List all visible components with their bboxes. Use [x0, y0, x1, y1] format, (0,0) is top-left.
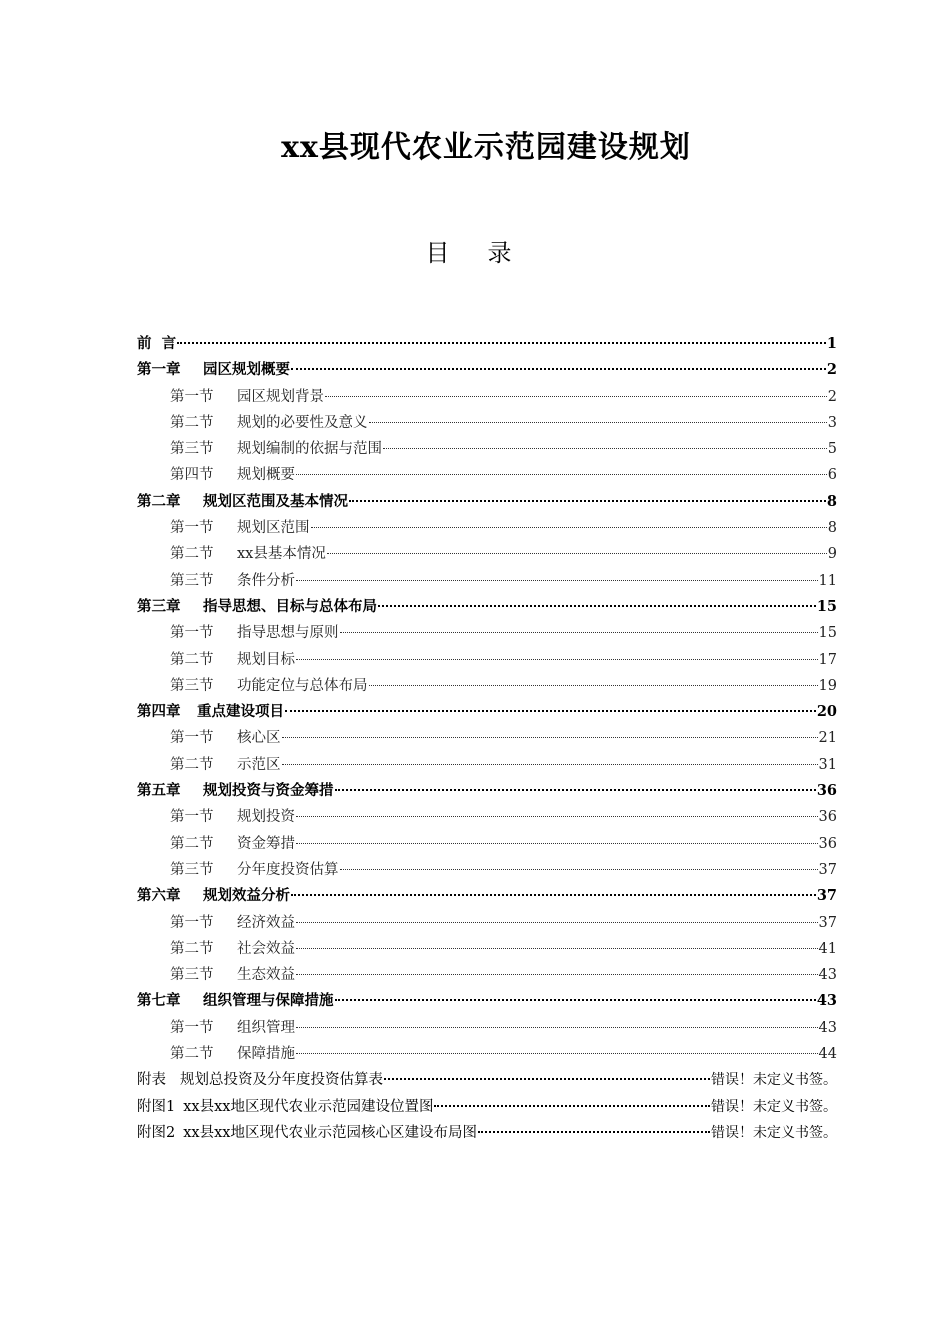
toc-entry-number: 第二节: [170, 1046, 214, 1063]
toc-entry-title: 条件分析: [237, 572, 295, 589]
toc-entry-title: 分年度投资估算: [237, 861, 339, 878]
toc-page-number: 错误！未定义书签。: [711, 1072, 837, 1089]
toc-page-number: 2: [827, 388, 837, 405]
toc-entry-title: 规划投资: [237, 809, 295, 826]
toc-page-number: 37: [816, 887, 837, 905]
toc-section-entry[interactable]: [137, 857, 837, 883]
toc-section-entry[interactable]: [137, 410, 837, 436]
toc-page-number: 8: [827, 520, 837, 537]
toc-page-number: 9: [827, 546, 837, 563]
toc-entry-title: 规划编制的依据与范围: [237, 441, 382, 458]
toc-entry-number: 第一节: [170, 809, 214, 826]
toc-entry-label: [170, 1015, 295, 1041]
toc-entry-title: 指导思想、目标与总体布局: [203, 597, 377, 615]
toc-entry-title: xx县xx地区现代农业示范园建设位置图: [183, 1098, 434, 1115]
toc-entry-number: 附表: [137, 1072, 166, 1089]
toc-chapter-entry[interactable]: [137, 594, 837, 620]
toc-entry-title: 规划的必要性及意义: [237, 414, 368, 431]
toc-entry-number: 第三节: [170, 967, 214, 984]
toc-section-entry[interactable]: [137, 673, 837, 699]
toc-entry-number: 第二节: [170, 546, 214, 563]
toc-page-number: 36: [818, 835, 837, 852]
dot-leader: [349, 490, 826, 502]
toc-entry-number: 第三节: [170, 572, 214, 589]
toc-entry-title: 社会效益: [237, 940, 295, 957]
toc-entry-label: [137, 988, 334, 1014]
toc-entry-number: 第一节: [170, 625, 214, 642]
toc-page-number: 43: [818, 1019, 837, 1036]
toc-chapter-entry[interactable]: [137, 489, 837, 515]
toc-entry-label: [137, 778, 334, 804]
dot-leader: [325, 386, 827, 397]
dot-leader: [296, 1017, 818, 1028]
toc-chapter-entry[interactable]: [137, 988, 837, 1014]
toc-entry-label: [170, 410, 368, 436]
toc-section-entry[interactable]: [137, 936, 837, 962]
toc-entry-label: [170, 384, 324, 410]
dot-leader: [296, 912, 818, 923]
toc-appendix-entry[interactable]: [137, 1094, 837, 1120]
toc-entry-label: [170, 541, 326, 567]
toc-entry-number: 第二节: [170, 940, 214, 957]
toc-entry-title: 园区规划概要: [203, 361, 290, 379]
toc-section-entry[interactable]: [137, 515, 837, 541]
dot-leader: [327, 543, 827, 554]
toc-entry-label: [170, 462, 295, 488]
toc-page-number: 8: [826, 492, 837, 510]
toc-entry-number: 第二节: [170, 414, 214, 431]
toc-entry-number: 第四章: [137, 703, 181, 721]
toc-entry-label: [170, 804, 295, 830]
toc-page-number: 1: [826, 335, 837, 352]
toc-page-number: 15: [816, 597, 837, 615]
toc-entry-number: 第四节: [170, 467, 214, 484]
toc-appendix-entry[interactable]: [137, 1067, 837, 1093]
toc-entry-label: [137, 1067, 383, 1093]
toc-entry-title: xx县基本情况: [237, 546, 326, 563]
toc-entry-label: [137, 1094, 433, 1120]
toc-page-number: 44: [818, 1046, 837, 1063]
toc-chapter-entry[interactable]: [137, 357, 837, 383]
toc-entry-label: [137, 331, 176, 357]
toc-entry-title: 资金筹措: [237, 835, 295, 852]
dot-leader: [378, 595, 816, 607]
dot-leader: [478, 1121, 710, 1133]
toc-entry-number: 第三节: [170, 677, 214, 694]
dot-leader: [296, 964, 818, 975]
toc-section-entry[interactable]: [137, 620, 837, 646]
toc-entry-title: 保障措施: [237, 1046, 295, 1063]
toc-entry-label: [137, 699, 284, 725]
toc-section-entry[interactable]: [137, 962, 837, 988]
toc-entry-label: [137, 357, 290, 383]
dot-leader: [383, 438, 827, 449]
dot-leader: [369, 675, 818, 686]
toc-section-entry[interactable]: [137, 647, 837, 673]
dot-leader: [311, 517, 827, 528]
toc-section-entry[interactable]: [137, 462, 837, 488]
dot-leader: [340, 622, 818, 633]
toc-entry-label: [170, 620, 339, 646]
dot-leader: [177, 332, 826, 344]
toc-entry-label: [170, 831, 295, 857]
toc-entry-number: 第一节: [170, 388, 214, 405]
dot-leader: [282, 754, 818, 765]
toc-page-number: 2: [826, 361, 837, 379]
toc-entry-label: [137, 1120, 477, 1146]
dot-leader: [296, 649, 818, 660]
toc-page-number: 43: [818, 967, 837, 984]
toc-entry-number: 附图2: [137, 1124, 176, 1141]
toc-page-number: 错误！未定义书签。: [711, 1124, 837, 1141]
toc-entry-number: 第一节: [170, 730, 214, 747]
toc-section-entry[interactable]: [137, 436, 837, 462]
toc-heading: 目录: [425, 239, 550, 267]
toc-entry-title: 组织管理与保障措施: [203, 992, 334, 1010]
toc-entry-number: 第一节: [170, 1019, 214, 1036]
table-of-contents: [137, 331, 837, 1146]
dot-leader: [296, 1043, 818, 1054]
toc-page-number: 41: [818, 940, 837, 957]
toc-entry-title: xx县xx地区现代农业示范园核心区建设布局图: [183, 1124, 477, 1141]
toc-entry-title: 核心区: [237, 730, 281, 747]
toc-entry-title: 生态效益: [237, 967, 295, 984]
toc-entry-title: 规划区范围: [237, 520, 310, 537]
toc-page-number: 15: [818, 625, 837, 642]
toc-page-number: 21: [818, 730, 837, 747]
toc-entry-title: 规划概要: [237, 467, 295, 484]
dot-leader: [296, 938, 818, 949]
toc-page-number: 20: [816, 703, 837, 721]
toc-entry-label: [170, 436, 382, 462]
toc-page-number: 错误！未定义书签。: [711, 1098, 837, 1115]
toc-page-number: 5: [827, 441, 837, 458]
toc-chapter-entry[interactable]: [137, 778, 837, 804]
toc-page-number: 31: [818, 756, 837, 773]
toc-section-entry[interactable]: [137, 541, 837, 567]
dot-leader: [291, 884, 816, 896]
toc-entry-label: [170, 857, 339, 883]
toc-section-entry[interactable]: [137, 831, 837, 857]
dot-leader: [285, 700, 816, 712]
dot-leader: [369, 412, 827, 423]
toc-entry-number: 第三节: [170, 861, 214, 878]
toc-entry-title: 园区规划背景: [237, 388, 324, 405]
toc-entry-title: 规划投资与资金筹措: [203, 782, 334, 800]
toc-entry-number: 第二节: [170, 835, 214, 852]
toc-entry-title: 规划区范围及基本情况: [203, 492, 348, 510]
toc-entry-title: 规划总投资及分年度投资估算表: [180, 1072, 383, 1089]
toc-entry-title: 组织管理: [237, 1019, 295, 1036]
toc-entry-number: 第三章: [137, 597, 181, 615]
toc-entry-number: 第一章: [137, 361, 181, 379]
toc-page-number: 36: [816, 782, 837, 800]
toc-entry-label: [137, 594, 377, 620]
toc-entry-label: [170, 910, 295, 936]
dot-leader: [296, 464, 827, 475]
toc-entry-label: [170, 962, 295, 988]
toc-page-number: 37: [818, 861, 837, 878]
toc-chapter-entry[interactable]: [137, 699, 837, 725]
toc-appendix-entry[interactable]: [137, 1120, 837, 1146]
toc-entry-label: [170, 647, 295, 673]
toc-entry-label: [170, 725, 281, 751]
toc-entry-number: 前 言: [137, 335, 177, 352]
toc-section-entry[interactable]: [137, 568, 837, 594]
toc-entry-title: 示范区: [237, 756, 281, 773]
toc-page-number: 17: [818, 651, 837, 668]
toc-page-number: 19: [818, 677, 837, 694]
dot-leader: [434, 1095, 710, 1107]
toc-entry-label: [170, 1041, 295, 1067]
toc-entry-number: 第五章: [137, 782, 181, 800]
dot-leader: [335, 779, 816, 791]
toc-entry-label: [137, 489, 348, 515]
toc-section-entry[interactable]: [137, 1041, 837, 1067]
toc-entry-label: [137, 883, 290, 909]
toc-entry-label: [170, 752, 281, 778]
toc-section-entry[interactable]: [137, 910, 837, 936]
toc-entry-number: 第六章: [137, 887, 181, 905]
dot-leader: [335, 989, 816, 1001]
toc-page-number: 43: [816, 992, 837, 1010]
toc-section-entry[interactable]: [137, 384, 837, 410]
dot-leader: [296, 833, 818, 844]
toc-entry-number: 第二节: [170, 651, 214, 668]
toc-section-entry[interactable]: [137, 804, 837, 830]
toc-page-number: 11: [818, 572, 837, 589]
toc-entry-number: 第七章: [137, 992, 181, 1010]
toc-entry-number: 第一节: [170, 914, 214, 931]
toc-chapter-entry[interactable]: [137, 331, 837, 357]
dot-leader: [384, 1068, 710, 1080]
toc-page-number: 3: [827, 414, 837, 431]
dot-leader: [296, 570, 818, 581]
toc-entry-label: [170, 568, 295, 594]
toc-entry-label: [170, 673, 368, 699]
toc-entry-label: [170, 515, 310, 541]
toc-entry-number: 第三节: [170, 441, 214, 458]
toc-entry-label: [170, 936, 295, 962]
dot-leader: [340, 859, 818, 870]
dot-leader: [296, 806, 818, 817]
toc-section-entry[interactable]: [137, 725, 837, 751]
toc-entry-title: 重点建设项目: [197, 703, 284, 721]
dot-leader: [282, 727, 818, 738]
toc-entry-number: 第二节: [170, 756, 214, 773]
dot-leader: [291, 358, 826, 370]
toc-entry-number: 第二章: [137, 492, 181, 510]
toc-entry-title: 规划效益分析: [203, 887, 290, 905]
toc-section-entry[interactable]: [137, 1015, 837, 1041]
document-title: xx县现代农业示范园建设规划: [281, 130, 691, 165]
toc-section-entry[interactable]: [137, 752, 837, 778]
toc-entry-title: 指导思想与原则: [237, 625, 339, 642]
toc-entry-title: 功能定位与总体布局: [237, 677, 368, 694]
toc-entry-title: 经济效益: [237, 914, 295, 931]
toc-chapter-entry[interactable]: [137, 883, 837, 909]
toc-page-number: 6: [827, 467, 837, 484]
toc-entry-title: 规划目标: [237, 651, 295, 668]
toc-entry-number: 第一节: [170, 520, 214, 537]
toc-page-number: 37: [818, 914, 837, 931]
toc-page-number: 36: [818, 809, 837, 826]
toc-entry-number: 附图1: [137, 1098, 176, 1115]
